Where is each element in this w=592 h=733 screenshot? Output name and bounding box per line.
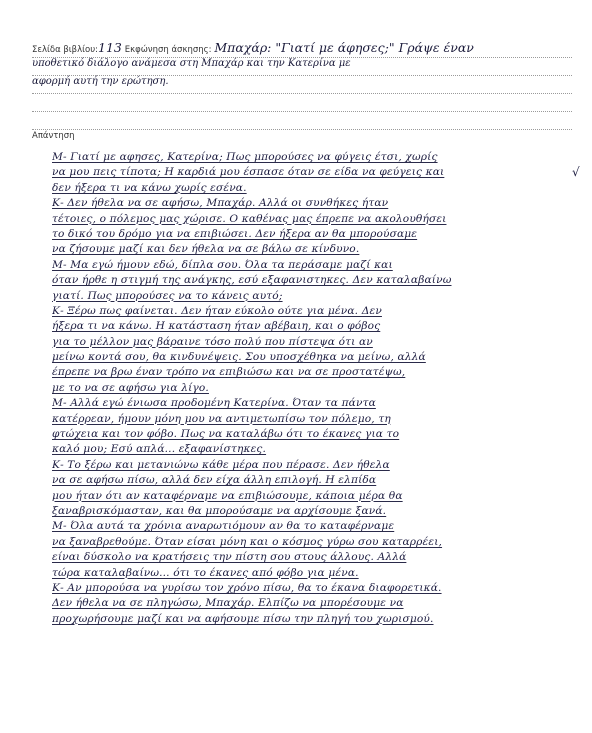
answer-line: Μ- Όλα αυτά τα χρόνια αναρωτιόμουν αν θα το καταφέρναμε: [52, 520, 395, 533]
answer-line: τέτοιες, ο πόλεμος μας χώρισε. Ο καθένας μας έπρεπε να ακολουθήσει: [52, 212, 447, 225]
prompt-line-2: υποθετικό διάλογο ανάμεσα στη Μπαχάρ και την Κατερίνα με: [32, 58, 351, 69]
page-number: 113: [98, 40, 122, 55]
answer-line: Δεν ήθελα να σε πληγώσω, Μπαχάρ. Ελπίζω να μπορέσουμε να: [52, 597, 404, 610]
answer-line: Κ- Ξέρω πως φαίνεται. Δεν ήταν εύκολο ούτε για μένα. Δεν: [52, 304, 382, 317]
answer-line: μου ήταν ότι αν καταφέρναμε να επιβιώσουμε, κάποια μέρα θα: [52, 489, 403, 502]
prompt-label: Εκφώνηση άσκησης:: [124, 45, 212, 55]
answer-line: με το να σε αφήσω για λίγο.: [52, 381, 209, 394]
answer-line: τώρα καταλαβαίνω... ότι το έκανες από φόβο για μένα.: [52, 566, 359, 579]
answer-line: μείνω κοντά σου, θα κινδυνέψεις. Σου υποσχέθηκα να μείνω, αλλά: [52, 351, 426, 364]
header-line-2: [32, 58, 572, 76]
answer-line: Μ- Μα εγώ ήμουν εδώ, δίπλα σου. Όλα τα περάσαμε μαζί και: [52, 258, 393, 271]
answer-line: Κ- Το ξέρω και μετανιώνω κάθε μέρα που πέρασε. Δεν ήθελα: [52, 458, 390, 471]
prompt-line-1: Μπαχάρ: "Γιατί με άφησες;" Γράψε έναν: [214, 40, 474, 55]
answer-label: Απάντηση: [32, 131, 75, 141]
answer-line: καλό μου; Εσύ απλά... εξαφανίστηκες.: [52, 443, 267, 456]
answer-line: προχωρήσουμε μαζί και να αφήσουμε πίσω την πληγή του χωρισμού.: [52, 612, 434, 625]
answer-line: όταν ήρθε η στιγμή της ανάγκης, εσύ εξαφανιστηκες. Δεν καταλαβαίνω: [52, 274, 452, 287]
answer-line: να ξαναβρεθούμε. Όταν είσαι μόνη και ο κόσμος γύρω σου καταρρέει,: [52, 535, 443, 548]
answer-line: για το μέλλον μας βάραινε τόσο πολύ που πίστεψα ότι αν: [52, 335, 373, 348]
answer-line: να μου πεις τίποτα; Η καρδιά μου έσπασε όταν σε είδα να φεύγεις και: [52, 166, 445, 179]
answer-line: Μ- Αλλά εγώ ένιωσα προδομένη Κατερίνα. Όταν τα πάντα: [52, 397, 376, 410]
answer-line: είναι δύσκολο να κρατήσεις την πίστη σου στους άλλους. Αλλά: [52, 551, 407, 564]
header-line-3: [32, 76, 572, 94]
answer-line: Κ- Αν μπορούσα να γυρίσω τον χρόνο πίσω, θα το έκανα διαφορετικά.: [52, 581, 442, 594]
header-line-5: [32, 112, 572, 130]
answer-line: ήξερα τι να κάνω. Η κατάσταση ήταν αβέβαιη, και ο φόβος: [52, 320, 381, 333]
prompt-line-3: αφορμή αυτή την ερώτηση.: [32, 76, 169, 87]
checkmark: √: [572, 165, 580, 179]
header-line-4: [32, 94, 572, 112]
answer-line: Μ- Γιατί με αφησες, Κατερίνα; Πως μπορούσες να φύγεις έτσι, χωρίς: [52, 151, 438, 163]
answer-line: γιατί. Πως μπορούσες να το κάνεις αυτό;: [52, 289, 283, 302]
answer-line: δεν ήξερα τι να κάνω χωρίς εσένα.: [52, 181, 247, 194]
answer-line: έπρεπε να βρω έναν τρόπο να επιβιώσω και να σε προστατέψω,: [52, 366, 406, 379]
worksheet-header: [32, 40, 572, 130]
answer-line: κατέρρεαν, ήμουν μόνη μου να αντιμετωπίσω τον πόλεμο, τη: [52, 412, 391, 425]
answer-line: το δικό του δρόμο για να επιβιώσει. Δεν ήξερα αν θα μπορούσαμε: [52, 227, 418, 240]
answer-line: φτώχεια και τον φόβο. Πως να καταλάβω ότι το έκανες για το: [52, 428, 400, 441]
answer-line: να ζήσουμε μαζί και δεν ήθελα να σε βάλω σε κίνδυνο.: [52, 243, 360, 256]
answer-body: [52, 150, 562, 627]
page-label: Σελίδα βιβλίου:: [32, 45, 98, 55]
answer-line: να σε αφήσω πίσω, αλλά δεν είχα άλλη επιλογή. Η ελπίδα: [52, 474, 377, 487]
answer-line: Κ- Δεν ήθελα να σε αφήσω, Μπαχάρ. Αλλά οι συνθήκες ήταν: [52, 197, 389, 210]
header-line-1: [32, 40, 572, 58]
answer-line: ξαναβρισκόμασταν, και θα μπορούσαμε να αρχίσουμε ξανά.: [52, 504, 387, 517]
